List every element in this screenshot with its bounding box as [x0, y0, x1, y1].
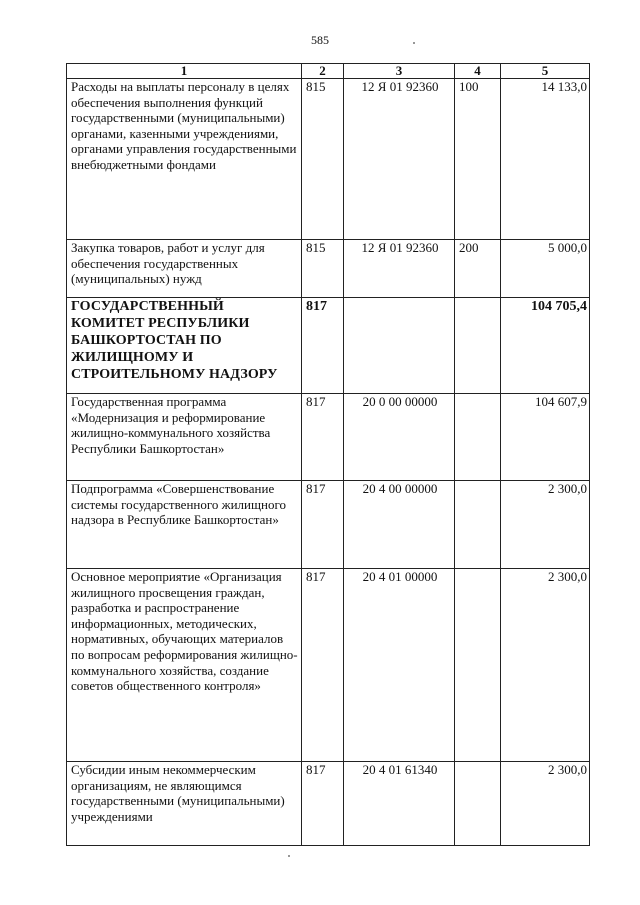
row-expense-type-cell: 100 [455, 79, 501, 240]
row-name-cell: Подпрограмма «Совершенствование системы государственного жилищного надзора в Республике Башкортостан» [67, 481, 302, 569]
table-row [67, 762, 590, 846]
row-amount-cell: 2 300,0 [501, 762, 590, 846]
row-target-article-cell: 12 Я 01 92360 [344, 240, 455, 298]
column-header: 5 [501, 64, 590, 79]
row-expense-type-cell: 200 [455, 240, 501, 298]
row-target-article-cell [344, 298, 455, 394]
row-target-article-cell: 20 4 01 00000 [344, 569, 455, 762]
table-row [67, 394, 590, 481]
column-header: 4 [455, 64, 501, 79]
column-header: 1 [67, 64, 302, 79]
row-ministry-code-cell: 817 [302, 394, 344, 481]
column-header: 2 [302, 64, 344, 79]
row-ministry-code-cell: 817 [302, 298, 344, 394]
scan-speck [288, 855, 290, 857]
row-amount-cell: 2 300,0 [501, 481, 590, 569]
row-expense-type-cell [455, 394, 501, 481]
row-name-cell: ГОСУДАРСТВЕННЫЙ КОМИТЕТ РЕСПУБЛИКИ БАШКОРТОСТАН ПО ЖИЛИЩНОМУ И СТРОИТЕЛЬНОМУ НАДЗОРУ [67, 298, 302, 394]
row-expense-type-cell [455, 762, 501, 846]
header-row [67, 64, 590, 79]
row-expense-type-cell [455, 481, 501, 569]
row-name-cell: Государственная программа «Модернизация и реформирование жилищно-коммунального хозяйства Республики Башкортостан» [67, 394, 302, 481]
row-amount-cell: 14 133,0 [501, 79, 590, 240]
row-name-cell: Субсидии иным некоммерческим организациям, не являющимся государственными (муниципальными) учреждениями [67, 762, 302, 846]
row-ministry-code-cell: 817 [302, 569, 344, 762]
row-ministry-code-cell: 815 [302, 240, 344, 298]
row-expense-type-cell [455, 569, 501, 762]
page-number: 585 [311, 33, 329, 47]
table-row [67, 240, 590, 298]
table-row [67, 298, 590, 394]
table-row [67, 569, 590, 762]
row-name-cell: Расходы на выплаты персоналу в целях обеспечения выполнения функций государственными (муниципальными) органами, казенными учреждениями, органами управления государственными внебюджетными фондами [67, 79, 302, 240]
scan-speck [413, 42, 415, 44]
row-expense-type-cell [455, 298, 501, 394]
row-target-article-cell: 12 Я 01 92360 [344, 79, 455, 240]
row-name-cell: Закупка товаров, работ и услуг для обеспечения государственных (муниципальных) нужд [67, 240, 302, 298]
row-target-article-cell: 20 4 01 61340 [344, 762, 455, 846]
column-header: 3 [344, 64, 455, 79]
row-ministry-code-cell: 817 [302, 762, 344, 846]
row-ministry-code-cell: 817 [302, 481, 344, 569]
row-amount-cell: 5 000,0 [501, 240, 590, 298]
row-target-article-cell: 20 0 00 00000 [344, 394, 455, 481]
row-ministry-code-cell: 815 [302, 79, 344, 240]
table-row [67, 79, 590, 240]
row-amount-cell: 2 300,0 [501, 569, 590, 762]
table-body [67, 79, 590, 846]
row-name-cell: Основное мероприятие «Организация жилищного просвещения граждан, разработка и распространение информационных, методических, нормативных, обучающих материалов по вопросам реформирования жилищно-коммунального хозяйства, создание советов общественного контроля» [67, 569, 302, 762]
table-row [67, 481, 590, 569]
row-amount-cell: 104 705,4 [501, 298, 590, 394]
budget-table [66, 63, 590, 846]
row-amount-cell: 104 607,9 [501, 394, 590, 481]
row-target-article-cell: 20 4 00 00000 [344, 481, 455, 569]
